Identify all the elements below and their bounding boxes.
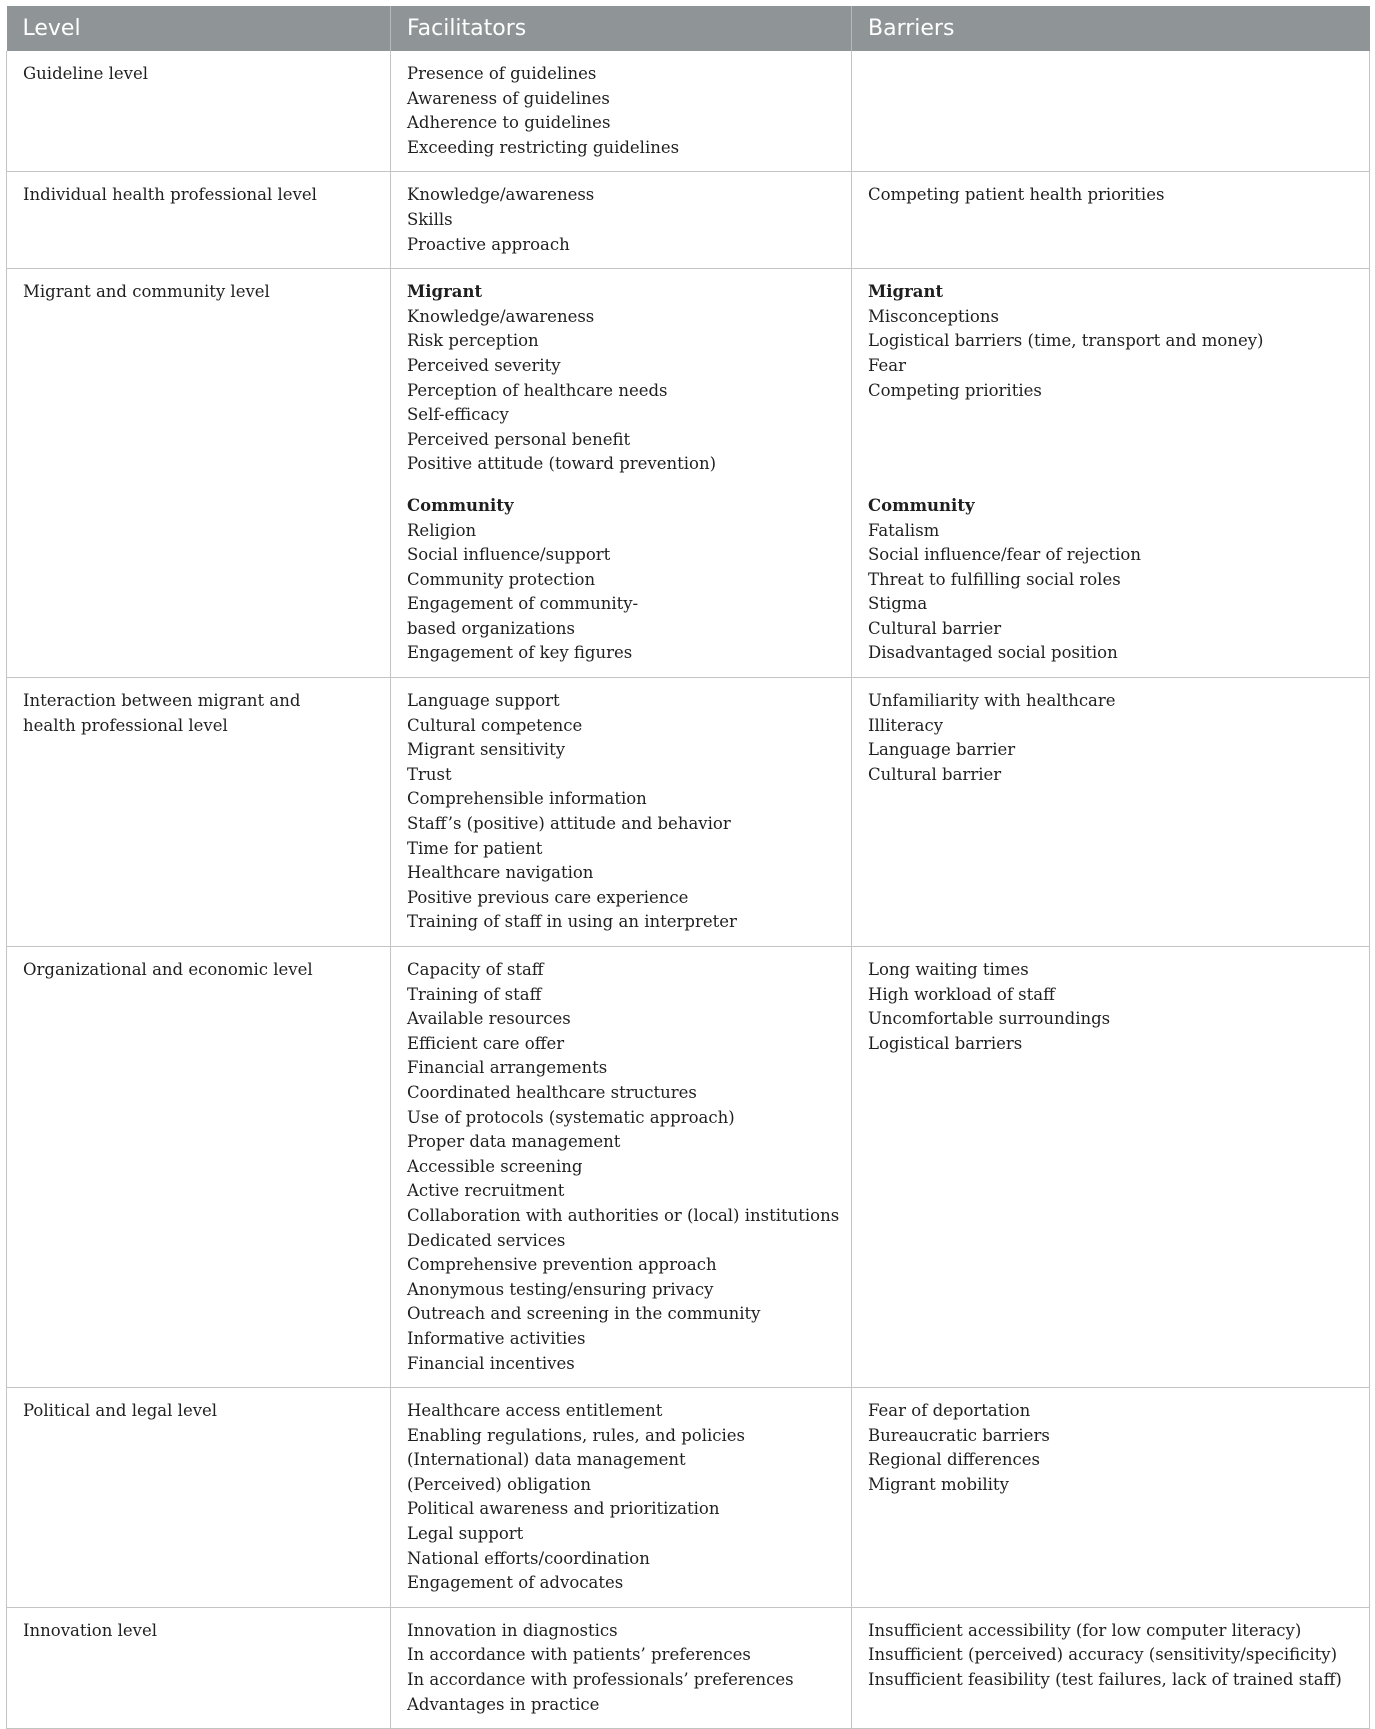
level-cell (7, 678, 391, 947)
spacer (868, 428, 1353, 453)
barrier-item: Uncomfortable surroundings (868, 1009, 1111, 1029)
facilitator-item: Perceived severity (407, 355, 561, 375)
barrier-item: Illiteracy (868, 715, 944, 735)
facilitators-barriers-table (6, 6, 1370, 1729)
facilitators-cell (391, 1607, 852, 1728)
barrier-item: Insufficient (perceived) accuracy (sensitivity/specificity) (868, 1645, 1338, 1665)
facilitator-item: Trust (407, 764, 452, 784)
facilitator-item: Accessible screening (407, 1156, 583, 1176)
barrier-item: Insufficient feasibility (test failures, lack of trained staff) (868, 1670, 1342, 1690)
facilitators-cell (391, 678, 852, 947)
facilitator-item: Enabling regulations, rules, and policies (407, 1425, 746, 1445)
facilitator-item: Adherence to guidelines (407, 113, 611, 133)
facilitator-item: Efficient care offer (407, 1033, 565, 1053)
barriers-cell (852, 1607, 1370, 1728)
facilitators-cell (391, 172, 852, 269)
facilitator-item: Exceeding restricting guidelines (407, 137, 680, 157)
facilitator-item: Training of staff (407, 984, 542, 1004)
facilitator-item: Anonymous testing/ensuring privacy (407, 1279, 714, 1299)
level-label: Interaction between migrant and health professional level (23, 691, 301, 735)
facilitators-cell (391, 269, 852, 678)
table-row (7, 1607, 1370, 1728)
facilitator-item: (Perceived) obligation (407, 1474, 591, 1494)
facilitator-item: Engagement of advocates (407, 1573, 624, 1593)
barriers-cell (852, 51, 1370, 172)
facilitator-item: Financial arrangements (407, 1058, 608, 1078)
facilitator-item: In accordance with professionals’ preferences (407, 1670, 794, 1690)
facilitator-item: Proactive approach (407, 234, 570, 254)
facilitator-item: In accordance with patients’ preferences (407, 1645, 751, 1665)
facilitator-item: Legal support (407, 1524, 524, 1544)
barriers-cell (852, 269, 1370, 678)
facilitator-item: Collaboration with authorities or (local) institutions (407, 1205, 840, 1225)
facilitator-item: (International) data management (407, 1450, 686, 1470)
table-row (7, 678, 1370, 947)
level-cell: Guideline level (7, 51, 391, 172)
facilitator-item: Self-efficacy (407, 405, 509, 425)
facilitator-item: Presence of guidelines (407, 64, 597, 83)
barrier-item: Social influence/fear of rejection (868, 545, 1141, 565)
barrier-item: Insufficient accessibility (for low computer literacy) (868, 1620, 1302, 1640)
subheading-migrant: Migrant (868, 282, 944, 302)
spacer (868, 452, 1353, 477)
barrier-item: Migrant mobility (868, 1474, 1009, 1494)
facilitator-item: Perception of healthcare needs (407, 380, 668, 400)
barrier-item: Logistical barriers (868, 1033, 1023, 1053)
facilitator-item: Informative activities (407, 1328, 586, 1348)
subheading-community: Community (868, 495, 975, 515)
facilitator-item: Outreach and screening in the community (407, 1304, 761, 1324)
facilitator-item: Migrant sensitivity (407, 740, 566, 760)
facilitator-item: Coordinated healthcare structures (407, 1082, 697, 1102)
barrier-item: High workload of staff (868, 984, 1055, 1004)
table-row (7, 269, 1370, 678)
facilitator-item: Engagement of key figures (407, 643, 633, 663)
barrier-item: Competing priorities (868, 380, 1042, 400)
spacer (407, 477, 835, 494)
spacer (868, 403, 1353, 428)
table-row (7, 172, 1370, 269)
table-row (7, 947, 1370, 1388)
barriers-cell (852, 1388, 1370, 1608)
facilitator-item: Financial incentives (407, 1353, 575, 1373)
level-cell: Organizational and economic level (7, 947, 391, 1388)
level-cell: Migrant and community level (7, 269, 391, 678)
facilitator-item: Engagement of community-based organizations (407, 594, 639, 638)
facilitator-item: Training of staff in using an interpreter (407, 912, 737, 932)
barrier-item: Fatalism (868, 520, 940, 540)
barrier-item: Disadvantaged social position (868, 643, 1118, 663)
barriers-cell (852, 172, 1370, 269)
subheading-migrant: Migrant (407, 282, 483, 302)
facilitator-item: Comprehensible information (407, 789, 647, 809)
barrier-item: Unfamiliarity with healthcare (868, 691, 1116, 711)
barrier-item: Stigma (868, 594, 928, 614)
subheading-community: Community (407, 495, 514, 515)
facilitator-item: Healthcare access entitlement (407, 1401, 663, 1421)
facilitator-item: Language support (407, 691, 560, 711)
facilitator-item: Advantages in practice (407, 1694, 600, 1714)
barrier-item: Cultural barrier (868, 764, 1002, 784)
table-row (7, 1388, 1370, 1608)
facilitator-item: Skills (407, 209, 453, 229)
barrier-item: Fear (868, 355, 907, 375)
barrier-item: Threat to fulfilling social roles (868, 569, 1121, 589)
barriers-cell (852, 947, 1370, 1388)
barrier-item: Bureaucratic barriers (868, 1425, 1050, 1445)
facilitator-item: Perceived personal benefit (407, 429, 631, 449)
facilitator-item: Proper data management (407, 1132, 621, 1152)
facilitator-item: Active recruitment (407, 1181, 565, 1201)
facilitator-item: Political awareness and prioritization (407, 1499, 720, 1519)
header-level: Level (7, 6, 391, 51)
facilitator-item: Knowledge/awareness (407, 306, 595, 326)
facilitator-item: Available resources (407, 1009, 571, 1029)
barrier-item: Fear of deportation (868, 1401, 1031, 1421)
facilitators-cell (391, 51, 852, 172)
barrier-item: Regional differences (868, 1450, 1041, 1470)
facilitator-item: Cultural competence (407, 715, 583, 735)
facilitators-cell (391, 947, 852, 1388)
barrier-item: Logistical barriers (time, transport and money) (868, 331, 1264, 351)
facilitator-item: Dedicated services (407, 1230, 566, 1250)
barrier-item: Misconceptions (868, 306, 999, 326)
facilitator-item: Social influence/support (407, 545, 611, 565)
facilitator-item: Positive attitude (toward prevention) (407, 454, 717, 474)
facilitator-item: Comprehensive prevention approach (407, 1255, 717, 1275)
facilitator-item: Positive previous care experience (407, 887, 689, 907)
header-facilitators: Facilitators (391, 6, 852, 51)
level-cell: Political and legal level (7, 1388, 391, 1608)
level-cell: Individual health professional level (7, 172, 391, 269)
facilitator-item: National efforts/coordination (407, 1548, 650, 1568)
facilitator-item: Risk perception (407, 331, 539, 351)
facilitator-item: Religion (407, 520, 477, 540)
barrier-item: Cultural barrier (868, 618, 1002, 638)
facilitator-item: Use of protocols (systematic approach) (407, 1107, 735, 1127)
header-barriers: Barriers (852, 6, 1370, 51)
barrier-item: Language barrier (868, 740, 1016, 760)
barriers-cell (852, 678, 1370, 947)
facilitators-cell (391, 1388, 852, 1608)
facilitator-item: Time for patient (407, 838, 543, 858)
facilitator-item: Community protection (407, 569, 596, 589)
facilitator-item: Knowledge/awareness (407, 185, 595, 205)
facilitator-item: Staff’s (positive) attitude and behavior (407, 814, 731, 834)
barrier-item: Long waiting times (868, 960, 1029, 979)
header-row (7, 6, 1370, 51)
facilitator-item: Awareness of guidelines (407, 88, 610, 108)
barrier-item: Competing patient health priorities (868, 185, 1165, 205)
facilitator-item: Healthcare navigation (407, 863, 594, 883)
facilitator-item: Innovation in diagnostics (407, 1620, 618, 1640)
level-cell: Innovation level (7, 1607, 391, 1728)
spacer (868, 477, 1353, 494)
facilitator-item: Capacity of staff (407, 960, 544, 979)
table-row (7, 51, 1370, 172)
